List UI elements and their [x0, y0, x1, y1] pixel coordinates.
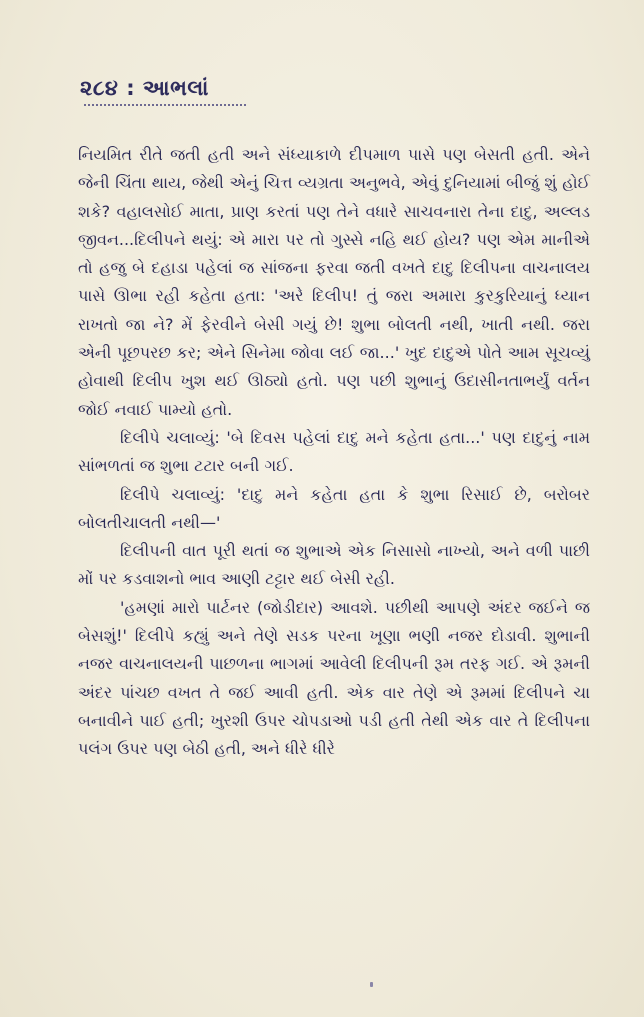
paragraph-2: દિલીપે ચલાવ્યું: 'બે દિવસ પહેલાં દાદુ મને કહેતા હતા...' પણ દાદુનું નામ સાંભળતાં જ શુભા ટટાર બની ગઈ.: [78, 427, 590, 476]
page-body: [78, 141, 590, 764]
header-underline: [84, 104, 246, 106]
paragraph-1: નિયમિત રીતે જતી હતી અને સંધ્યાકાળે દીપમાળ પાસે પણ બેસતી હતી. એને જેની ચિંતા થાય, જેથી એનું ચિત્ત વ્યગ્રતા અનુભવે, એવું દુનિયામાં બીજું શું હોઈ શકે? વહાલસોઈ માતા, પ્રાણ કરતાં પણ તેને વધારે સાચવનારા તેના દાદુ, અલ્લડ જીવન...દિલીપને થયું: એ મારા પર તો ગુસ્સે નહિ થઈ હોય? પણ એમ માનીએ તો હજુ બે દહાડા પહેલાં જ સાંજના ફરવા જતી વખતે દાદુ દિલીપના વાચનાલય પાસે ઊભા રહી કહેતા હતા: 'અરે દિલીપ! તું જરા અમારા કુરકુરિયાનું ધ્યાન રાખતો જા ને? મેં ફેરવીને બેસી ગયું છે! શુભા બોલતી નથી, ખાતી નથી. જરા એની પૂછપરછ કર; એને સિનેમા જોવા લઈ જા...' ખુદ દાદુએ પોતે આમ સૂચવ્યું હોવાથી દિલીપ ખુશ થઈ ઊઠ્યો હતો. પણ પછી શુભાનું ઉદાસીનતાભર્યું વર્તન જોઈ નવાઈ પામ્યો હતો.: [78, 145, 590, 419]
paragraph-3: દિલીપે ચલાવ્યું: 'દાદુ મને કહેતા હતા કે શુભા રિસાઈ છે, બરોબર બોલતીચાલતી નથી—': [78, 484, 590, 532]
print-mark: [370, 982, 373, 987]
paragraph-4: દિલીપની વાત પૂરી થતાં જ શુભાએ એક નિસાસો નાખ્યો, અને વળી પાછી મોં પર કડવાશનો ભાવ આણી ટટ્ટાર થઈ બેસી રહી.: [78, 541, 590, 589]
paragraph-5: 'હમણાં મારો પાર્ટનર (જોડીદાર) આવશે. પછીથી આપણે અંદર જઈને જ બેસશું!' દિલીપે કહ્યું અને તેણે સડક પરના ખૂણા ભણી નજર દોડાવી. શુભાની નજર વાચનાલયની પાછળના ભાગમાં આવેલી દિલીપની રૂમ તરફ ગઈ. એ રૂમની અંદર પાંચછ વખત તે જઈ આવી હતી. એક વાર તેણે એ રૂમમાં દિલીપને ચા બનાવીને પાઈ હતી; ખુરશી ઉપર ચોપડાઓ પડી હતી તેથી એક વાર તે દિલીપના પલંગ ઉપર પણ બેઠી હતી, અને ધીરે ધીરે: [78, 597, 590, 759]
page-header: ૨૮૪ : આભલાં: [80, 76, 209, 100]
